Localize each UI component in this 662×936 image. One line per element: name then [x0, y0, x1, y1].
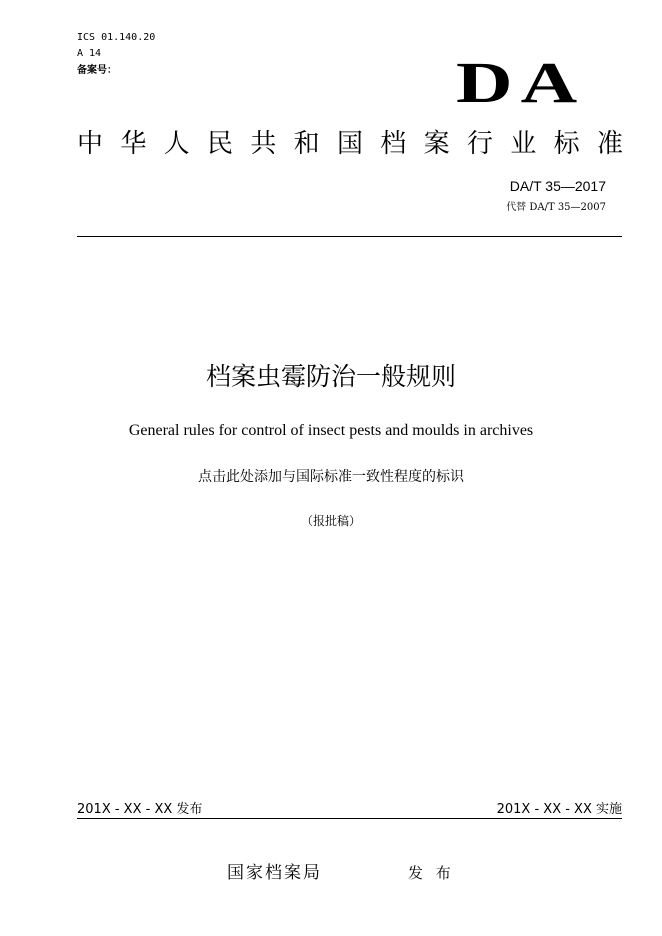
- issue-label: 发 布: [408, 864, 455, 882]
- footer-divider: [77, 818, 622, 819]
- standard-name-char: 业: [510, 129, 537, 159]
- record-number-label: 备案号：: [77, 65, 117, 76]
- issue-date: 201X - XX - XX 发布: [77, 802, 203, 817]
- document-title-cn: 档案虫霉防治一般规则: [205, 362, 456, 391]
- standard-name-char: 档: [380, 129, 407, 159]
- ccs-code: A 14: [77, 48, 102, 59]
- da-logo: DA: [456, 50, 586, 115]
- header-divider: [77, 236, 622, 237]
- ics-code: ICS 01.140.20: [77, 32, 156, 43]
- standard-name-char: 国: [336, 129, 363, 159]
- implementation-date: 201X - XX - XX 实施: [496, 802, 622, 817]
- issuing-authority: 国家档案局: [227, 863, 322, 883]
- standard-name-char: 和: [293, 129, 320, 159]
- replaces-standard: 代替 DA/T 35—2007: [506, 202, 606, 213]
- standard-category-title: [77, 127, 623, 161]
- draft-status: （报批稿）: [300, 514, 361, 528]
- standard-name-char: 准: [596, 129, 623, 159]
- standard-name-char: 中: [77, 129, 104, 159]
- standard-name-char: 共: [250, 129, 277, 159]
- standard-name-char: 标: [553, 129, 580, 159]
- consistency-placeholder[interactable]: 点击此处添加与国际标准一致性程度的标识: [198, 469, 464, 485]
- standard-number: DA/T 35—2017: [509, 178, 606, 194]
- standard-name-char: 民: [206, 129, 233, 159]
- document-title-en: General rules for control of insect pests and moulds in archives: [128, 422, 534, 439]
- standard-name-char: 华: [120, 129, 147, 159]
- standard-name-char: 案: [423, 129, 450, 159]
- standard-name-char: 人: [163, 129, 190, 159]
- standard-name-char: 行: [466, 129, 493, 159]
